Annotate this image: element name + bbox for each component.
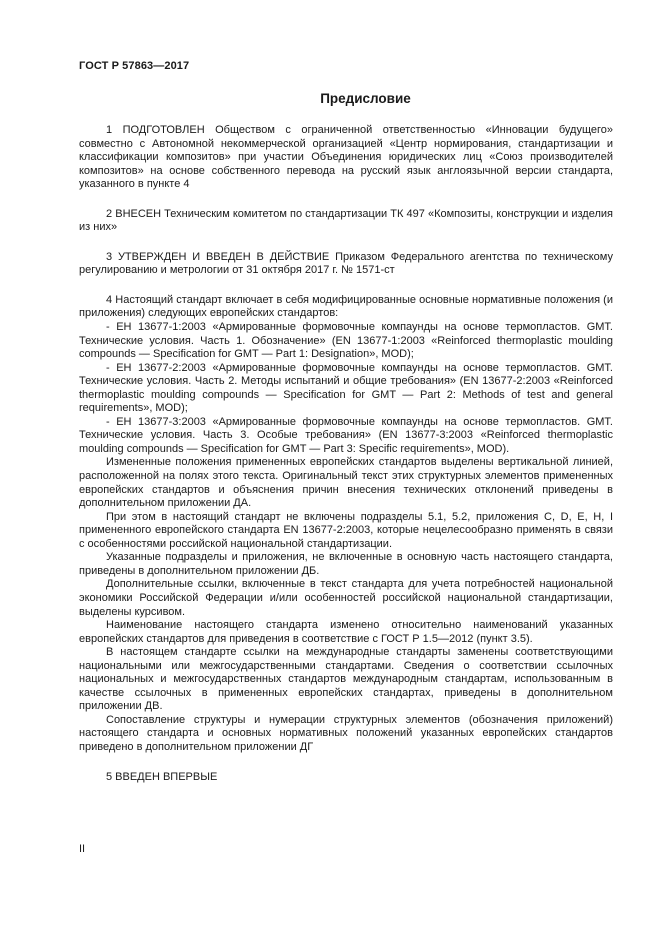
list-item-en-13677-2: - ЕН 13677-2:2003 «Армированные формовочные компаунды на основе термопластов. GMT. Технические условия. Часть 2. Методы испытаний и общие требования» (EN 13677-2:2003 «Reinforced thermoplastic moulding compounds — Specification for GMT — Part 2: Methods of test and general requirements», MOD);	[79, 361, 613, 415]
title-row	[0, 90, 661, 108]
paragraph-1: 1 ПОДГОТОВЛЕН Обществом с ограниченной ответственностью «Инновации будущего» совместно с Автономной некоммерческой организацией «Центр нормирования, стандартизации и классификации композитов» при участии Объединения юридических лиц «Союз производителей композитов» на основе собственного перевода на русский язык англоязычной версии стандарта, указанного в пункте 4	[79, 124, 613, 191]
page-number: II	[79, 843, 86, 855]
paragraph-5: 5 ВВЕДЕН ВПЕРВЫЕ	[106, 770, 218, 783]
document-header: ГОСТ Р 57863—2017	[79, 60, 190, 72]
paragraph-3: 3 УТВЕРЖДЕН И ВВЕДЕН В ДЕЙСТВИЕ Приказом Федерального агентства по техническому регулированию и метрологии от 31 октября 2017 г. № 1571-ст	[79, 250, 613, 277]
paragraph-appendix-db: Указанные подразделы и приложения, не включенные в основную часть настоящего стандарта, приведены в дополнительном приложении ДБ.	[79, 551, 613, 577]
list-item-en-13677-1: - ЕН 13677-1:2003 «Армированные формовочные компаунды на основе термопластов. GMT. Технические условия. Часть 1. Обозначение» (EN 13677-1:2003 «Reinforced thermoplastic moulding compounds — Specification for GMT — Part 1: Designation», MOD);	[79, 321, 613, 361]
paragraph-structure-comparison: Сопоставление структуры и нумерации структурных элементов (обозначения приложений) настоящего стандарта и основных нормативных положений указанных европейских стандартов приведено в дополнительном приложении ДГ	[79, 713, 613, 753]
paragraph-additional-refs: Дополнительные ссылки, включенные в текст стандарта для учета потребностей национальной экономики Российской Федерации и/или особенностей российской национальной стандартизации, выделены курсивом.	[79, 578, 613, 618]
paragraph-2: 2 ВНЕСЕН Техническим комитетом по стандартизации ТК 497 «Композиты, конструкции и изделия из них»	[79, 207, 613, 234]
list-item-en-13677-3: - ЕН 13677-3:2003 «Армированные формовочные компаунды на основе термопластов. GMT. Технические условия. Часть 3. Особые требования» (EN 13677-3:2003 «Reinforced thermoplastic moulding compounds — Specification for GMT — Part 3: Specific requirements», MOD).	[79, 415, 613, 455]
paragraph-title-change: Наименование настоящего стандарта изменено относительно наименований указанных европейских стандартов для приведения в соответствие с ГОСТ Р 1.5—2012 (пункт 3.5).	[79, 619, 613, 645]
paragraph-excluded-subsections: При этом в настоящий стандарт не включены подразделы 5.1, 5.2, приложения С, D, E, H, I примененного европейского стандарта EN 13677-2:2003, которые нецелесообразно применять в связи с особенностями российской национальной стандартизации.	[79, 510, 613, 550]
paragraph-modified-provisions: Измененные положения примененных европейских стандартов выделены вертикальной линией, расположенной на полях этого текста. Оригинальный текст этих структурных элементов примененных европейских стандартов и объяснения причин внесения технических отклонений приведены в дополнительном приложении ДА.	[79, 456, 613, 510]
page-title: Предисловие	[320, 91, 411, 106]
document-body	[79, 124, 613, 784]
paragraph-4: 4 Настоящий стандарт включает в себя модифицированные основные нормативные положения (и приложения) следующих европейских стандартов:	[79, 293, 613, 320]
paragraph-references: В настоящем стандарте ссылки на международные стандарты заменены соответствующими национальными или межгосударственными стандартами. Сведения о соответствии ссылочных национальных и межгосударственных стандартов международным стандартам, использованным в качестве ссылочных в примененных европейских стандартах, приведены в дополнительном приложении ДВ.	[79, 646, 613, 713]
